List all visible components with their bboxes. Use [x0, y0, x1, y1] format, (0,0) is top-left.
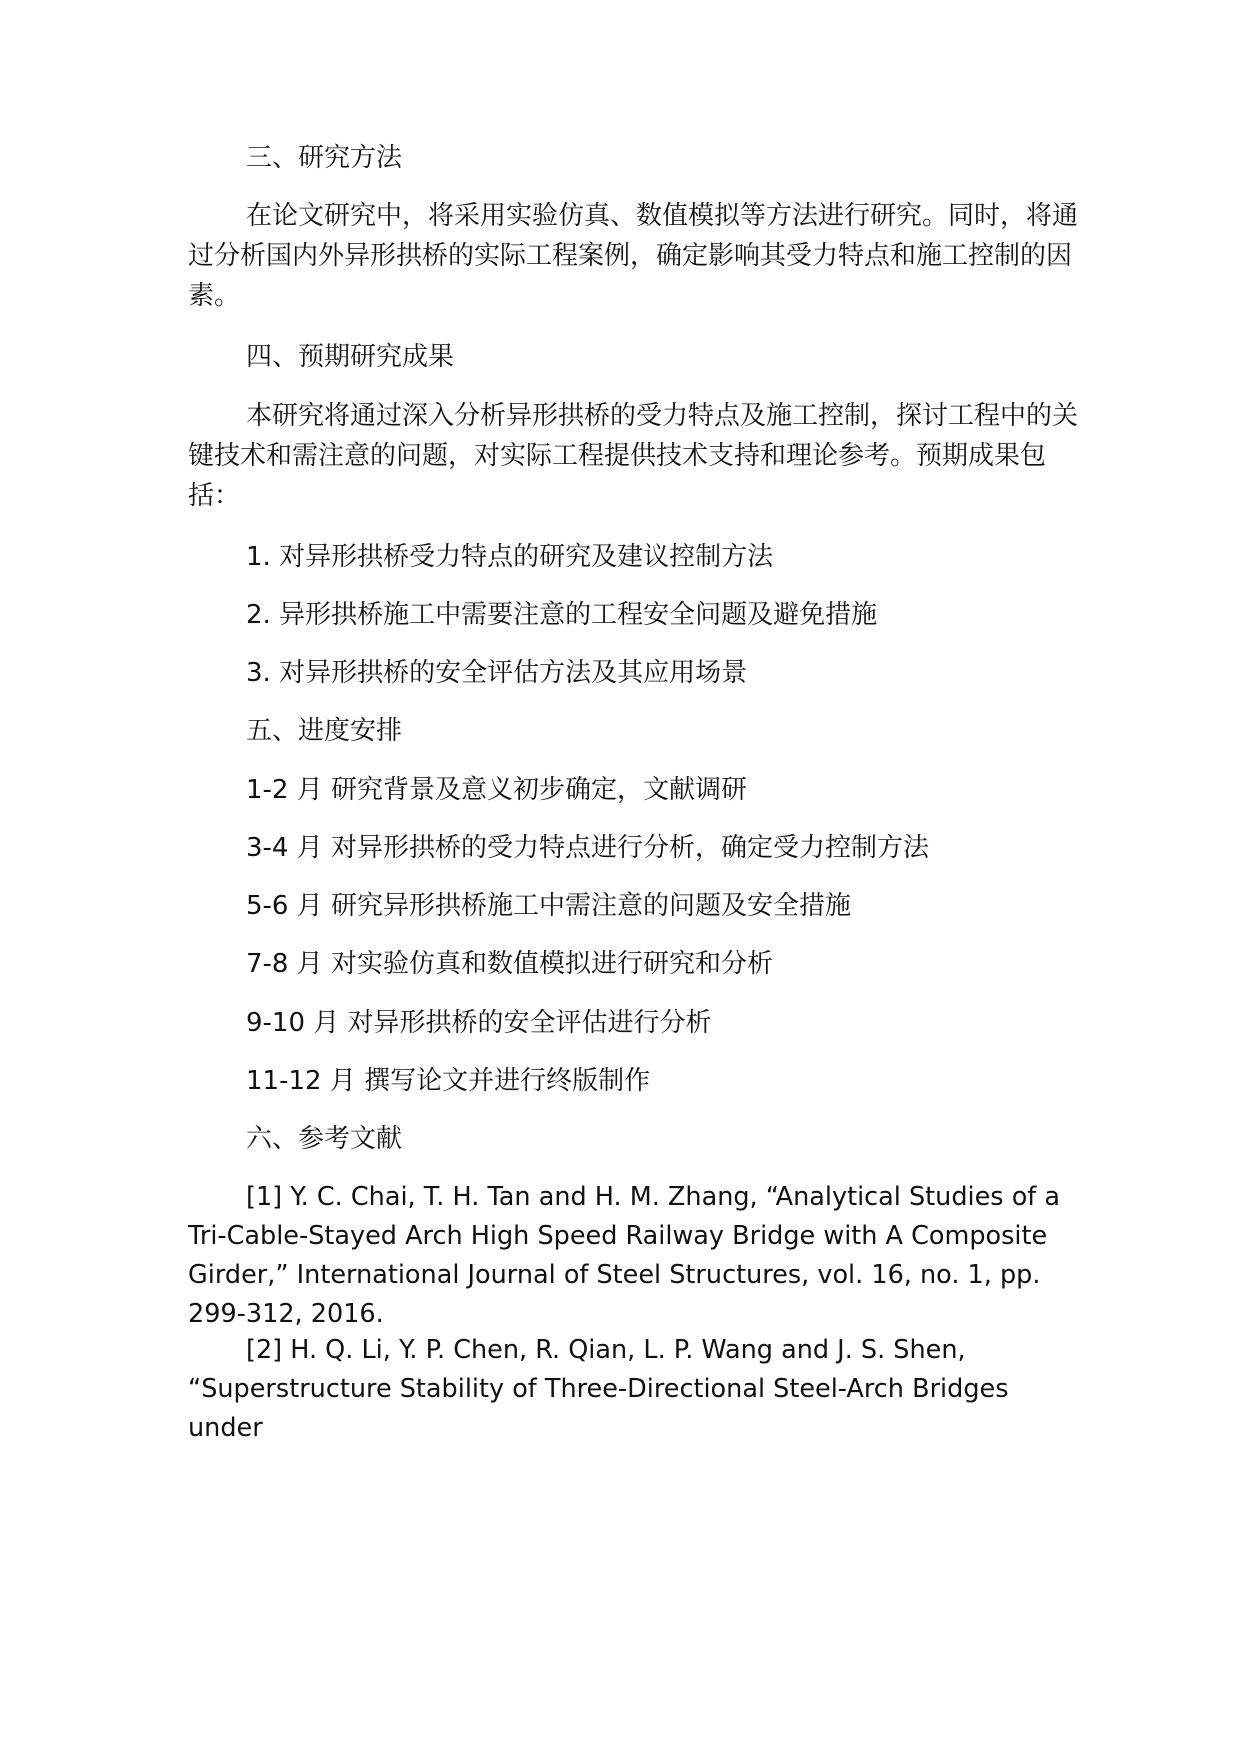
outcome-item-2: 2. 异形拱桥施工中需要注意的工程安全问题及避免措施: [246, 600, 878, 630]
reference-entry-1: [1] Y. C. Chai, T. H. Tan and H. M. Zhang, “Analytical Studies of a Tri-Cable-Stayed Arch High Speed Railway Bridge with A Composite Girder,” International Journal of Steel Structures, vol. 16, no. 1, pp. 299-312, 2016.: [188, 1182, 1061, 1329]
schedule-heading: 五、进度安排: [246, 716, 403, 746]
outcomes-paragraph: 本研究将通过深入分析异形拱桥的受力特点及施工控制，探讨工程中的关键技术和需注意的问题，对实际工程提供技术支持和理论参考。预期成果包括：: [188, 401, 1079, 511]
methods-heading: 三、研究方法: [246, 143, 403, 173]
outcome-item-3: 3. 对异形拱桥的安全评估方法及其应用场景: [246, 658, 748, 688]
schedule-item-5: 9-10 月 对异形拱桥的安全评估进行分析: [246, 1008, 712, 1038]
outcomes-heading: 四、预期研究成果: [246, 342, 455, 372]
schedule-item-2: 3-4 月 对异形拱桥的受力特点进行分析，确定受力控制方法: [246, 833, 929, 863]
schedule-item-1: 1-2 月 研究背景及意义初步确定，文献调研: [246, 775, 747, 805]
outcome-item-1: 1. 对异形拱桥受力特点的研究及建议控制方法: [246, 542, 774, 572]
schedule-item-6: 11-12 月 撰写论文并进行终版制作: [246, 1066, 651, 1096]
schedule-item-4: 7-8 月 对实验仿真和数值模拟进行研究和分析: [246, 949, 773, 979]
methods-paragraph: 在论文研究中，将采用实验仿真、数值模拟等方法进行研究。同时，将通过分析国内外异形拱桥的实际工程案例，确定影响其受力特点和施工控制的因素。: [188, 201, 1079, 311]
schedule-item-3: 5-6 月 研究异形拱桥施工中需注意的问题及安全措施: [246, 891, 851, 921]
reference-entry-2: [2] H. Q. Li, Y. P. Chen, R. Qian, L. P. Wang and J. S. Shen, “Superstructure Stability of Three-Directional Steel-Arch Bridges under: [188, 1335, 1009, 1443]
references-heading: 六、参考文献: [246, 1124, 403, 1154]
